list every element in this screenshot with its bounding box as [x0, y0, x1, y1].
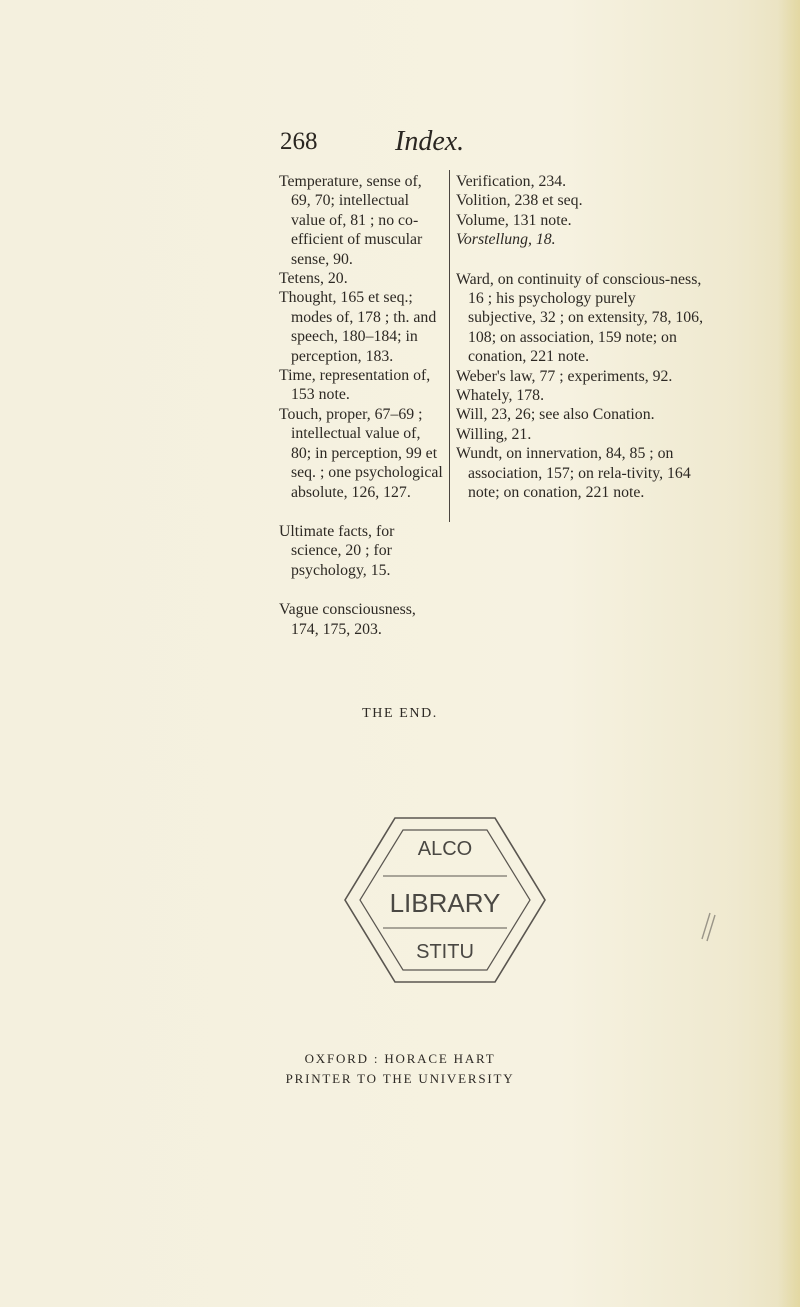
letter-group-gap — [456, 250, 706, 270]
index-entry: Whately, 178. — [456, 387, 545, 405]
letter-group-gap — [279, 502, 443, 522]
index-entry: Volition, 238 et seq. — [456, 192, 583, 210]
library-stamp — [325, 800, 565, 1000]
column-divider — [449, 170, 450, 522]
page-header — [0, 128, 800, 168]
index-entry: Thought, 165 et seq.; modes of, 178 ; th. and speech, 180–184; in perception, 183. — [279, 289, 437, 365]
pencil-mark-icon — [698, 895, 720, 945]
index-entry: Ultimate facts, for science, 20 ; for psychology, 15. — [279, 522, 395, 579]
page-edge-stain — [778, 0, 800, 1307]
index-column-right — [456, 172, 706, 503]
the-end-label: THE END. — [362, 706, 438, 721]
index-entry: Will, 23, 26; see also Conation. — [456, 406, 655, 424]
index-entry: Willing, 21. — [456, 425, 532, 443]
stamp-bottom-text: STITU — [416, 941, 474, 963]
index-column-left — [279, 172, 443, 639]
index-entry: Vorstellung, 18. — [456, 231, 556, 249]
imprint-line-1: OXFORD : HORACE HART — [304, 1051, 496, 1066]
index-entry: Weber's law, 77 ; experiments, 92. — [456, 367, 673, 385]
page-number: 268 — [280, 128, 318, 155]
index-entry: Tetens, 20. — [279, 270, 348, 288]
letter-group-gap — [279, 580, 443, 600]
stamp-center-text: LIBRARY — [389, 888, 501, 918]
index-entry: Ward, on continuity of conscious-ness, 16 ; his psychology purely subjective, 32 ; on extensity, 78, 106, 108; on association, 159 note; on conation, 221 note. — [456, 270, 704, 366]
index-entry: Touch, proper, 67–69 ; intellectual value of, 80; in perception, 99 et seq. ; one psychological absolute, 126, 127. — [279, 405, 443, 501]
index-entry: Vague consciousness, 174, 175, 203. — [279, 601, 416, 638]
index-entry: Wundt, on innervation, 84, 85 ; on association, 157; on rela-tivity, 164 note; on conation, 221 note. — [456, 445, 691, 502]
index-entry: Time, representation of, 153 note. — [279, 367, 431, 404]
running-head: Index. — [395, 126, 465, 157]
stamp-top-text: ALCO — [417, 838, 473, 860]
index-entry: Temperature, sense of, 69, 70; intellectual value of, 81 ; no co-efficient of muscular sense, 90. — [279, 173, 423, 268]
index-entry: Volume, 131 note. — [456, 211, 572, 229]
imprint-line-2: PRINTER TO THE UNIVERSITY — [285, 1071, 515, 1086]
index-entry: Verification, 234. — [456, 173, 567, 190]
